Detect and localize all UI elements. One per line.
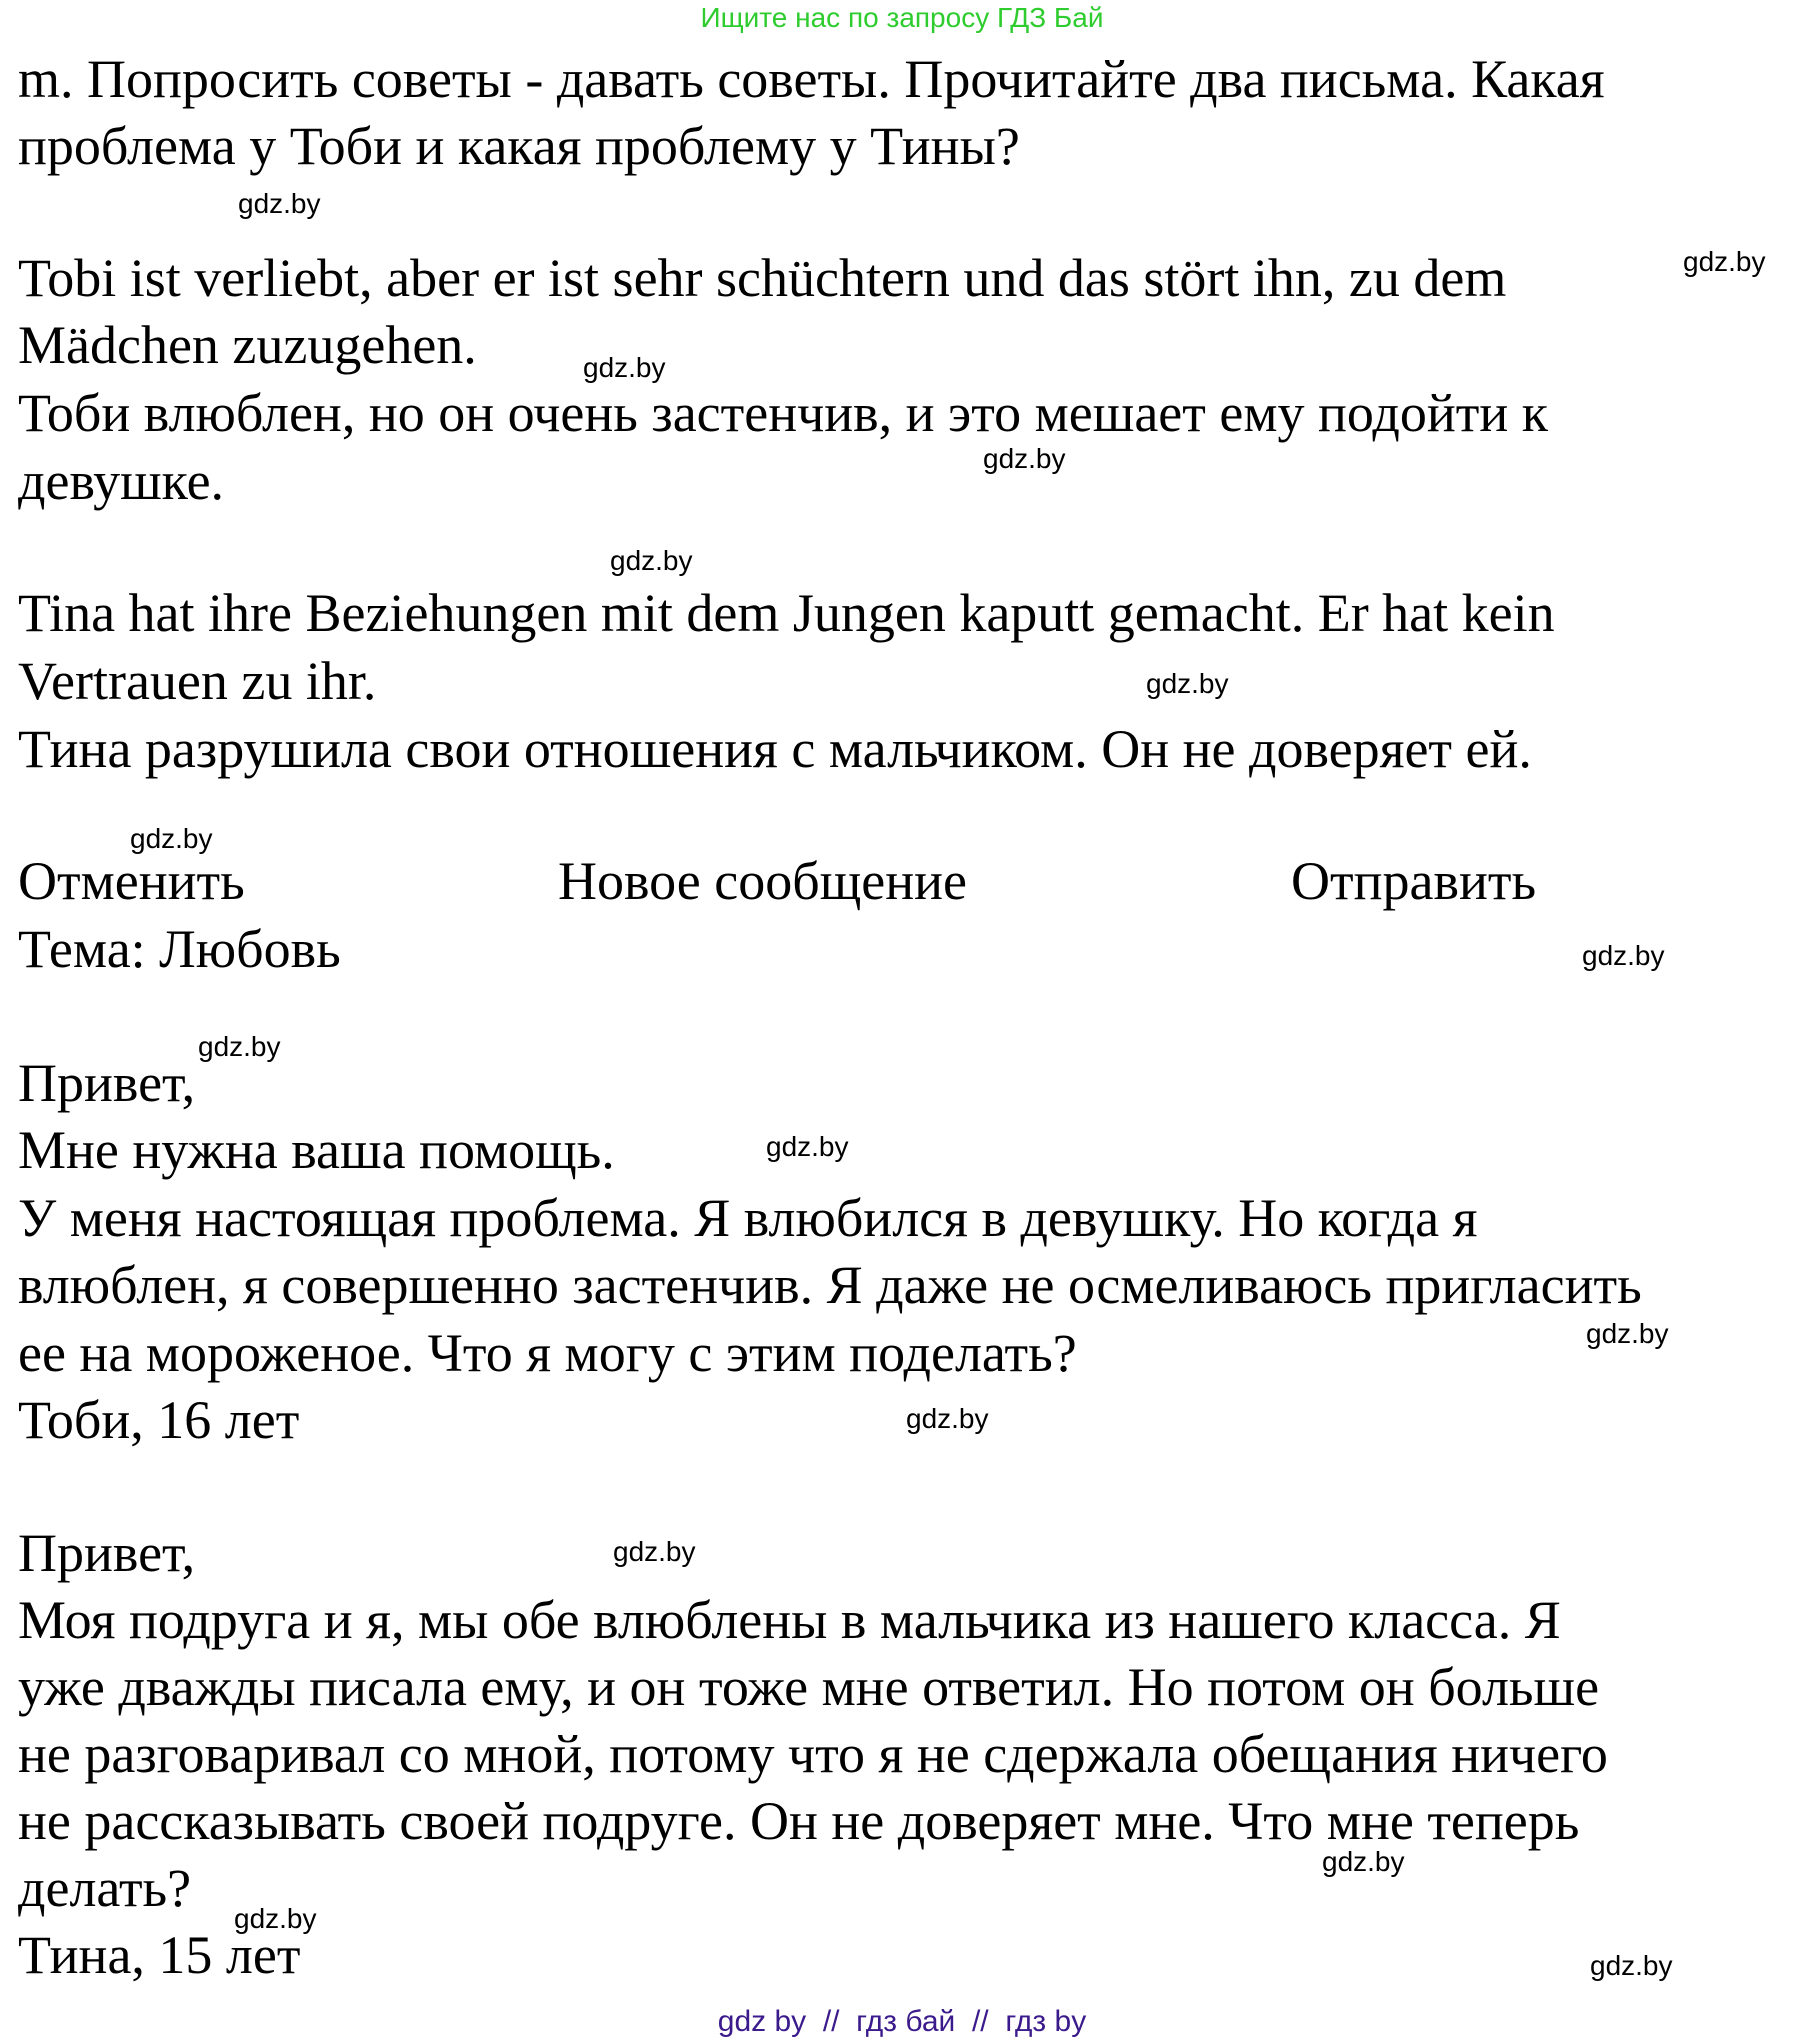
footer-links[interactable]: gdz by // гдз бай // гдз by (717, 2005, 1087, 2038)
watermark: gdz.by (610, 545, 693, 576)
compose-title: Новое сообщение (558, 851, 968, 911)
letter2-line-5: делать? (18, 1858, 192, 1918)
tina-de-line-2: Vertrauen zu ihr. (18, 651, 377, 711)
watermark: gdz.by (1683, 246, 1766, 277)
watermark: gdz.by (1146, 668, 1229, 699)
tobi-ru-line-1: Тоби влюблен, но он очень застенчив, и это мешает ему подойти к (18, 383, 1548, 443)
task-line-1: m. Попросить советы - давать советы. Прочитайте два письма. Какая (18, 49, 1605, 109)
watermark: gdz.by (1590, 1950, 1673, 1981)
watermark: gdz.by (613, 1536, 696, 1567)
letter2-line-3: не разговаривал со мной, потому что я не сдержала обещания ничего (18, 1724, 1608, 1784)
letter2-line-1: Моя подруга и я, мы обе влюблены в мальчика из нашего класса. Я (18, 1590, 1561, 1650)
letter2-signature: Тина, 15 лет (18, 1925, 301, 1985)
watermark: gdz.by (1322, 1846, 1405, 1877)
tina-ru-line-1: Тина разрушила свои отношения с мальчиком. Он не доверяет ей. (18, 719, 1532, 779)
letter1-signature: Тоби, 16 лет (18, 1390, 300, 1450)
watermark: gdz.by (906, 1403, 989, 1434)
tobi-de-line-2: Mädchen zuzugehen. (18, 315, 477, 375)
letter2-line-2: уже дважды писала ему, и он тоже мне ответил. Но потом он больше (18, 1657, 1600, 1717)
tobi-de-line-1: Tobi ist verliebt, aber er ist sehr schüchtern und das stört ihn, zu dem (18, 248, 1507, 308)
task-line-2: проблема у Тоби и какая проблему у Тины? (18, 116, 1020, 176)
subject-field[interactable]: Тема: Любовь (18, 919, 341, 979)
watermark: gdz.by (583, 352, 666, 383)
watermark: gdz.by (1586, 1318, 1669, 1349)
watermark: gdz.by (234, 1903, 317, 1934)
watermark: gdz.by (238, 188, 321, 219)
watermark: gdz.by (983, 443, 1066, 474)
letter1-line-4: ее на мороженое. Что я могу с этим поделать? (18, 1323, 1077, 1383)
watermark: gdz.by (130, 823, 213, 854)
letter2-greeting: Привет, (18, 1523, 196, 1583)
cancel-button[interactable]: Отменить (18, 851, 245, 911)
letter1-line-3: влюблен, я совершенно застенчив. Я даже не осмеливаюсь пригласить (18, 1255, 1642, 1315)
letter1-line-2: У меня настоящая проблема. Я влюбился в девушку. Но когда я (18, 1188, 1478, 1248)
watermark: gdz.by (198, 1031, 281, 1062)
letter1-line-1: Мне нужна ваша помощь. (18, 1120, 615, 1180)
send-button[interactable]: Отправить (1291, 851, 1537, 911)
letter2-line-4: не рассказывать своей подруге. Он не доверяет мне. Что мне теперь (18, 1791, 1580, 1851)
tina-de-line-1: Tina hat ihre Beziehungen mit dem Jungen kaputt gemacht. Er hat kein (18, 583, 1555, 643)
letter1-greeting: Привет, (18, 1053, 196, 1113)
tobi-ru-line-2: девушке. (18, 451, 225, 511)
watermark: gdz.by (766, 1131, 849, 1162)
search-banner[interactable]: Ищите нас по запросу ГДЗ Бай (700, 2, 1104, 33)
watermark: gdz.by (1582, 940, 1665, 971)
